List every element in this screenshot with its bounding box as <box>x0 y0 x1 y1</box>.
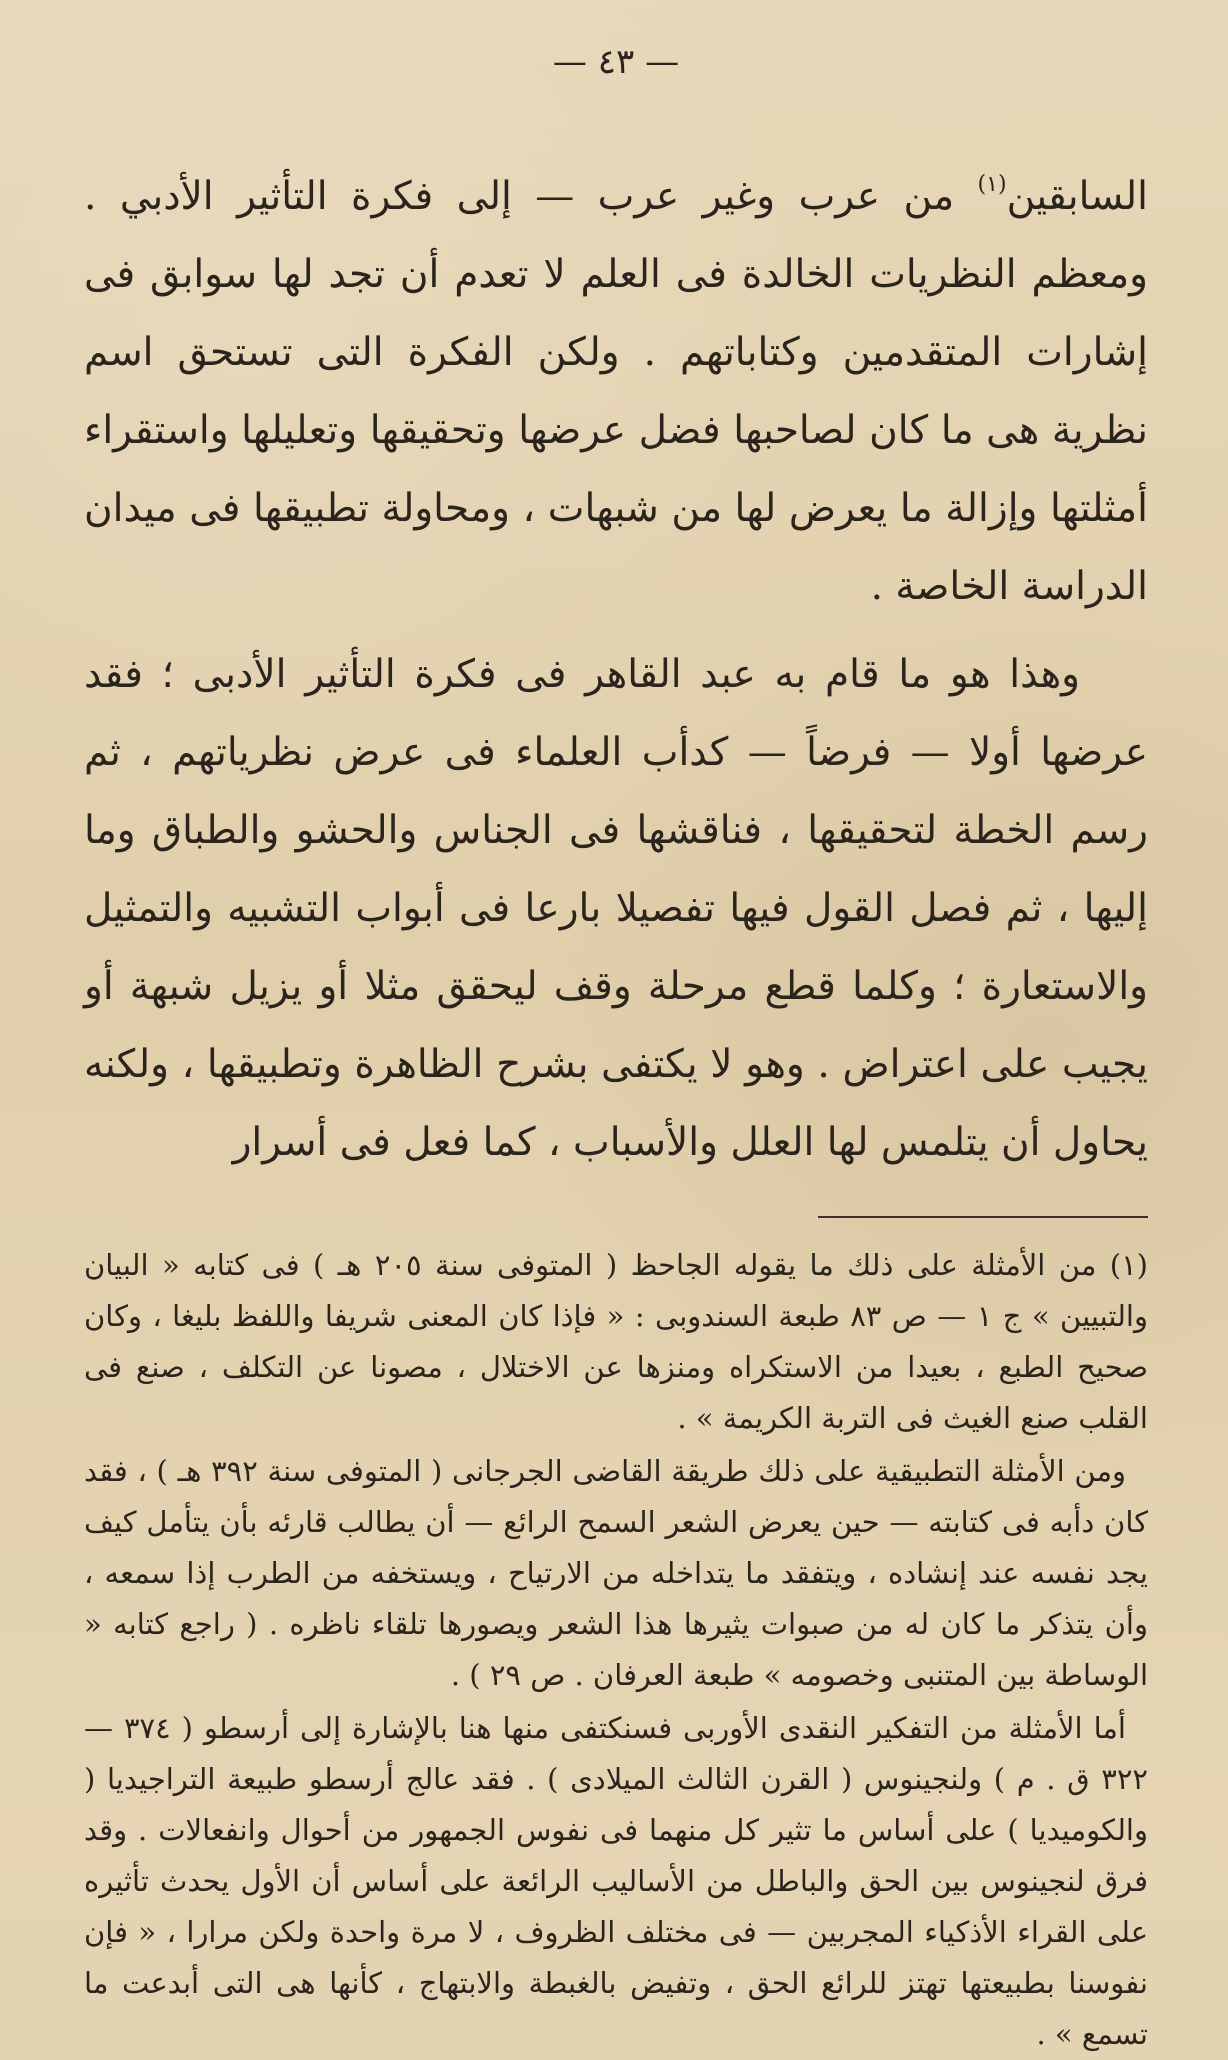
main-paragraph-2: وهذا هو ما قام به عبد القاهر فى فكرة التأثير الأدبى ؛ فقد عرضها أولا — فرضاً — كدأب العلماء فى عرض نظرياتهم ، ثم رسم الخطة لتحقيقها ، فناقشها فى الجناس والحشو والطباق وما إليها ، ثم فصل القول فيها تفصيلا بارعا فى أبواب التشبيه والتمثيل والاستعارة ؛ وكلما قطع مرحلة وقف ليحقق مثلا أو يزيل شبهة أو يجيب على اعتراض . وهو لا يكتفى بشرح الظاهرة وتطبيقها ، ولكنه يحاول أن يتلمس لها العلل والأسباب ، كما فعل فى أسرار <box>84 652 1148 1165</box>
footnote-paragraph-2: ومن الأمثلة التطبيقية على ذلك طريقة القاضى الجرجانى ( المتوفى سنة ٣٩٢ هـ ) ، فقد كان دأبه فى كتابته — حين يعرض الشعر السمح الرائع — أن يطالب قارئه بأن يتأمل كيف يجد نفسه عند إنشاده ، ويتفقد ما يتداخله من الارتياح ، ويستخفه من الطرب إذا سمعه ، وأن يتذكر ما كان له من صبوات يثيرها هذا الشعر ويصورها تلقاء ناظره . ( راجع كتابه « الوساطة بين المتنبى وخصومه » طبعة العرفان . ص ٢٩ ) . <box>84 1454 1148 1692</box>
footnote-1: (١) من الأمثلة على ذلك ما يقوله الجاحظ ( المتوفى سنة ٢٠٥ هـ ) فى كتابه « البيان والتبيين » ج ١ — ص ٨٣ طبعة السندوبى : « فإذا كان المعنى شريفا واللفظ بليغا ، وكان صحيح الطبع ، بعيدا من الاستكراه ومنزها عن الاختلال ، مصونا عن التكلف ، صنع فى القلب صنع الغيث فى التربة الكريمة » . <box>84 1248 1148 1435</box>
footnotes <box>84 1240 1148 2060</box>
footnote-marker: (١) <box>977 172 1007 197</box>
main-paragraph-1-start: السابقين <box>1006 174 1148 219</box>
main-text <box>84 158 1148 1182</box>
page-number: — ٤٣ — <box>552 42 680 82</box>
main-paragraph-1-rest: من عرب وغير عرب — إلى فكرة التأثير الأدبي . ومعظم النظريات الخالدة فى العلم لا تعدم أن تجد لها سوابق فى إشارات المتقدمين وكتاباتهم . ولكن الفكرة التى تستحق اسم نظرية هى ما كان لصاحبها فضل عرضها وتحقيقها وتعليلها واستقراء أمثلتها وإزالة ما يعرض لها من شبهات ، ومحاولة تطبيقها فى ميدان الدراسة الخاصة . <box>84 174 1148 609</box>
main-paragraph-1 <box>84 158 1148 626</box>
footnote-paragraph-3: أما الأمثلة من التفكير النقدى الأوربى فسنكتفى منها هنا بالإشارة إلى أرسطو ( ٣٧٤ — ٣٢٢ ق . م ) ولنجينوس ( القرن الثالث الميلادى ) . فقد عالج أرسطو طبيعة التراجيديا ( والكوميديا ) على أساس ما تثير كل منهما فى نفوس الجمهور من أحوال وانفعالات . وقد فرق لنجينوس بين الحق والباطل من الأساليب الرائعة على أساس أن الأول يحدث تأثيره على القراء الأذكياء المجربين — فى مختلف الظروف ، لا مرة واحدة ولكن مرارا ، « فإن نفوسنا بطبيعتها تهتز للرائع الحق ، وتفيض بالغبطة والابتهاج ، كأنها هى التى أبدعت ما تسمع » . <box>84 1711 1148 2051</box>
footnote-separator <box>818 1216 1148 1218</box>
